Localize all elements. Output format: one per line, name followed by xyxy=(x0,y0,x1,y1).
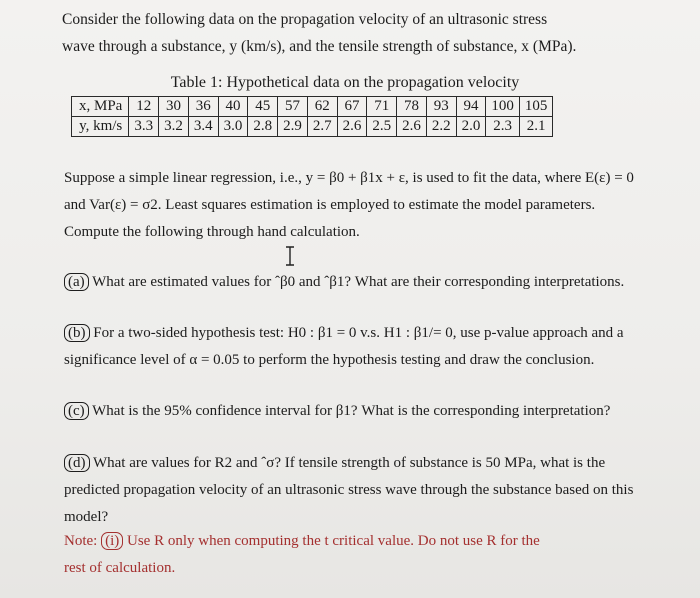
question-a-label: (a) xyxy=(64,273,89,291)
question-d xyxy=(64,450,654,531)
setup-line-3: Compute the following through hand calculation. xyxy=(64,224,360,240)
question-a xyxy=(64,269,654,296)
y-cell: 2.6 xyxy=(397,117,427,137)
question-b xyxy=(64,320,654,374)
question-d-line-3: model? xyxy=(64,509,109,525)
text-cursor-icon xyxy=(284,246,296,266)
setup-paragraph xyxy=(64,165,654,246)
row-label-x: x, MPa xyxy=(72,97,129,117)
x-cell: 45 xyxy=(248,97,278,117)
data-table xyxy=(71,96,553,137)
x-cell: 78 xyxy=(397,97,427,117)
table-caption: Table 1: Hypothetical data on the propagation velocity xyxy=(170,74,520,91)
x-cell: 94 xyxy=(456,97,486,117)
note-line-1: Use R only when computing the t critical value. Do not use R for the xyxy=(123,533,540,549)
setup-line-2: and Var(ε) = σ2. Least squares estimation is employed to estimate the model parameters. xyxy=(64,197,596,213)
table-row-y xyxy=(72,117,553,137)
setup-line-1: Suppose a simple linear regression, i.e., y = β0 + β1x + ε, is used to fit the data, where E(ε) = 0 xyxy=(64,170,634,186)
y-cell: 2.9 xyxy=(278,117,308,137)
y-cell: 2.8 xyxy=(248,117,278,137)
question-c xyxy=(64,398,654,425)
y-cell: 2.1 xyxy=(519,117,553,137)
note-prefix: Note: xyxy=(64,533,102,549)
question-d-line-2: predicted propagation velocity of an ultrasonic stress wave through the substance based on this xyxy=(64,482,634,498)
y-cell: 3.3 xyxy=(129,117,159,137)
y-cell: 2.0 xyxy=(456,117,486,137)
intro-paragraph xyxy=(62,6,662,60)
y-cell: 2.5 xyxy=(367,117,397,137)
y-cell: 2.6 xyxy=(337,117,367,137)
y-cell: 3.2 xyxy=(159,117,189,137)
question-b-line-1: For a two-sided hypothesis test: H0 : β1 = 0 v.s. H1 : β1/= 0, use p-value approach and a xyxy=(89,325,624,341)
x-cell: 12 xyxy=(129,97,159,117)
question-a-text: What are estimated values for ˆβ0 and ˆβ1? What are their corresponding interpretations. xyxy=(88,274,625,290)
y-cell: 3.0 xyxy=(218,117,248,137)
y-cell: 2.7 xyxy=(307,117,337,137)
y-cell: 2.3 xyxy=(486,117,520,137)
question-c-text: What is the 95% confidence interval for β1? What is the corresponding interpretation? xyxy=(88,403,611,419)
question-b-label: (b) xyxy=(64,324,90,342)
y-cell: 2.2 xyxy=(426,117,456,137)
x-cell: 40 xyxy=(218,97,248,117)
note-block xyxy=(64,528,654,582)
x-cell: 93 xyxy=(426,97,456,117)
x-cell: 57 xyxy=(278,97,308,117)
question-d-line-1: What are values for R2 and ˆσ? If tensile strength of substance is 50 MPa, what is the xyxy=(89,455,606,471)
row-label-y: y, km/s xyxy=(72,117,129,137)
intro-line-1: Consider the following data on the propagation velocity of an ultrasonic stress xyxy=(62,11,548,28)
table-row-x xyxy=(72,97,553,117)
question-b-line-2: significance level of α = 0.05 to perform the hypothesis testing and draw the conclusion. xyxy=(64,352,595,368)
note-line-2: rest of calculation. xyxy=(64,560,176,576)
x-cell: 67 xyxy=(337,97,367,117)
x-cell: 100 xyxy=(486,97,520,117)
x-cell: 105 xyxy=(519,97,553,117)
y-cell: 3.4 xyxy=(188,117,218,137)
x-cell: 62 xyxy=(307,97,337,117)
question-d-label: (d) xyxy=(64,454,90,472)
x-cell: 36 xyxy=(188,97,218,117)
note-item-label: (i) xyxy=(101,532,123,550)
x-cell: 30 xyxy=(159,97,189,117)
intro-line-2: wave through a substance, y (km/s), and the tensile strength of substance, x (MPa). xyxy=(62,38,577,55)
x-cell: 71 xyxy=(367,97,397,117)
question-c-label: (c) xyxy=(64,402,89,420)
